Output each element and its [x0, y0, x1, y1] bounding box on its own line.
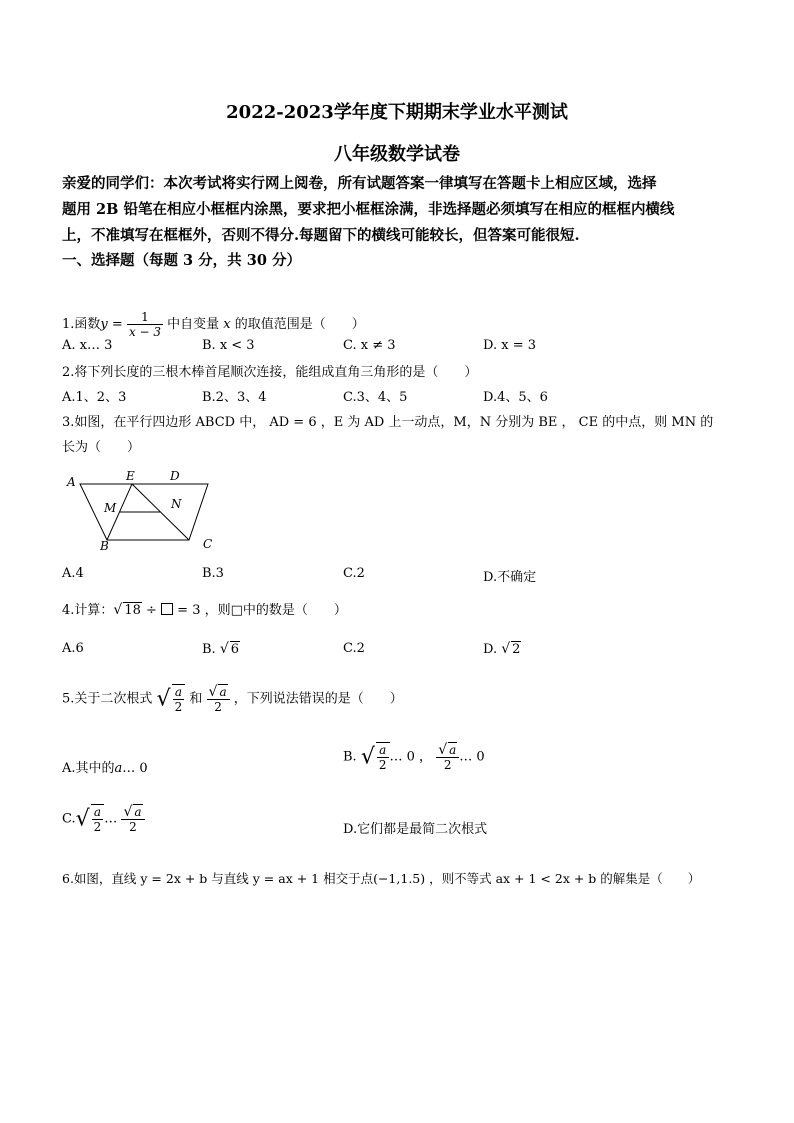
label-E: E [126, 470, 135, 483]
q1-pre: 1.函数 [62, 317, 101, 332]
q1-mid: 中自变量 [163, 317, 224, 332]
q1-eq: = [107, 317, 127, 332]
q5-sqrt-a-frac [207, 684, 230, 714]
sqrt-icon: √ [113, 602, 123, 618]
label-D: D [170, 470, 180, 483]
question-6: 6.如图，直线 y = 2x + b 与直线 y = ax + 1 相交于点(−1,1.5) ，则不等式 ax + 1 < 2x + b 的解集是（ ） [62, 871, 701, 886]
radicand-a: a [219, 685, 227, 699]
q5-b-frac [436, 742, 459, 772]
numerator-a: a [377, 743, 389, 758]
denominator-2: 2 [93, 820, 102, 834]
sqrt-icon: √ [438, 742, 448, 758]
q5-post: ，下列说法错误的是（ ） [233, 691, 403, 707]
question-3: 3.如图，在平行四边形 ABCD 中， AD = 6 ，E 为 AD 上一动点，M，N 分别为 BE ， CE 的中点，则 MN 的 [62, 415, 714, 430]
exam-subtitle: 八年级数学试卷 [334, 144, 460, 165]
question-5 [62, 684, 403, 714]
q1-numerator: 1 [127, 310, 163, 325]
radicand-a: a [449, 743, 457, 757]
numerator-sqrt-a [436, 742, 459, 758]
q3-option-d[interactable]: D.不确定 [483, 570, 537, 585]
q1-denominator: x − 3 [128, 325, 162, 339]
radicand-a: a [134, 805, 142, 819]
label-C: C [203, 537, 213, 551]
question-3-line2: 长为（ ） [62, 440, 141, 455]
q3-option-b[interactable]: B.3 [202, 566, 224, 581]
q5-option-c-label: C. [62, 811, 76, 827]
q1-option-b[interactable]: B. x < 3 [202, 338, 255, 353]
q2-option-a[interactable]: A.1、2、3 [62, 390, 127, 405]
q5-option-a-var: a [114, 761, 123, 776]
q5-option-b-mid: … 0 ， [389, 749, 433, 765]
q5-c-frac [121, 804, 144, 834]
q5-option-c[interactable] [62, 804, 145, 834]
q4-post: = 3 ，则□中的数是（ ） [173, 603, 347, 618]
q5-option-b-label: B. [343, 749, 357, 765]
numerator-a: a [173, 685, 185, 700]
q5-option-d[interactable]: D.它们都是最简二次根式 [343, 822, 488, 837]
denominator-2: 2 [214, 700, 222, 714]
q1-post: 的取值范围是（ ） [230, 317, 365, 332]
q4-option-c[interactable]: C.2 [343, 641, 365, 656]
q5-option-b[interactable] [343, 742, 485, 772]
denominator-2: 2 [129, 820, 137, 834]
denominator-2: 2 [174, 700, 183, 714]
instruction-line: 题用 2B 铅笔在相应小框框内涂黑，要求把小框框涂满，非选择题必须填写在相应的框框内横线 [62, 201, 675, 218]
q4-option-b-label: B. [202, 642, 220, 657]
label-M: M [104, 501, 117, 515]
q1-x: x [223, 317, 231, 332]
label-B: B [100, 539, 109, 552]
sqrt-icon: √ [360, 744, 375, 770]
q3-option-a[interactable]: A.4 [62, 566, 84, 581]
sqrt-icon: √ [75, 806, 90, 832]
q5-and: 和 [189, 691, 203, 707]
q4-option-d[interactable] [483, 641, 521, 657]
q1-fraction [127, 310, 163, 339]
denominator-2: 2 [443, 758, 452, 772]
label-A: A [67, 475, 76, 489]
q4-mid: ÷ [141, 603, 162, 618]
sqrt-icon: √ [501, 641, 511, 657]
section-heading: 一、选择题（每题 3 分，共 30 分） [62, 252, 301, 269]
q4-pre: 4.计算： [62, 603, 114, 618]
sqrt-icon: √ [208, 684, 218, 700]
sqrt-icon: √ [123, 804, 133, 820]
q2-option-c[interactable]: C.3、4、5 [343, 390, 408, 405]
q2-option-d[interactable]: D.4、5、6 [483, 390, 548, 405]
q4-option-d-label: D. [483, 642, 502, 657]
q1-y: y [100, 317, 108, 332]
q5-option-a-label: A.其中的 [62, 761, 115, 776]
question-4 [62, 599, 347, 618]
denominator-2: 2 [378, 758, 387, 772]
parallelogram-figure [62, 470, 222, 552]
q5-option-b-tail: … 0 [459, 749, 485, 765]
q5-c-sqrt-frac [91, 804, 105, 834]
numerator-sqrt-a [207, 684, 230, 700]
q5-pre: 5.关于二次根式 [62, 691, 153, 707]
q5-option-c-mid: … [104, 811, 122, 827]
q1-option-a[interactable]: A. x… 3 [62, 338, 113, 353]
label-N: N [171, 497, 182, 511]
sqrt-icon: √ [156, 686, 171, 712]
exam-title: 2022-2023学年度下期期末学业水平测试 [226, 102, 568, 123]
q5-b-sqrt-frac [376, 742, 390, 772]
q4-option-b[interactable] [202, 641, 240, 657]
instruction-line: 上，不准填写在框框外，否则不得分.每题留下的横线可能较长，但答案可能很短. [62, 227, 580, 244]
q4-option-b-radicand: 6 [230, 642, 240, 657]
blank-box-icon [161, 603, 173, 615]
q4-option-a[interactable]: A.6 [62, 641, 84, 656]
numerator-sqrt-a [121, 804, 144, 820]
question-1 [62, 310, 365, 339]
q2-option-b[interactable]: B.2、3、4 [202, 390, 267, 405]
instruction-line: 亲爱的同学们：本次考试将实行网上阅卷，所有试题答案一律填写在答题卡上相应区域，选择 [62, 175, 657, 192]
sqrt-icon: √ [219, 641, 229, 657]
q3-option-c[interactable]: C.2 [343, 566, 365, 581]
q4-option-d-radicand: 2 [512, 642, 521, 657]
q1-option-c[interactable]: C. x ≠ 3 [343, 338, 396, 353]
question-2: 2.将下列长度的三根木棒首尾顺次连接，能组成直角三角形的是（ ） [62, 365, 478, 380]
q4-radicand: 18 [124, 603, 141, 618]
q1-option-d[interactable]: D. x = 3 [483, 338, 536, 353]
q5-option-a[interactable] [62, 757, 148, 776]
q5-option-a-tail: … 0 [122, 761, 148, 776]
q5-sqrt-a-over-2 [172, 684, 186, 714]
numerator-a: a [92, 805, 104, 820]
